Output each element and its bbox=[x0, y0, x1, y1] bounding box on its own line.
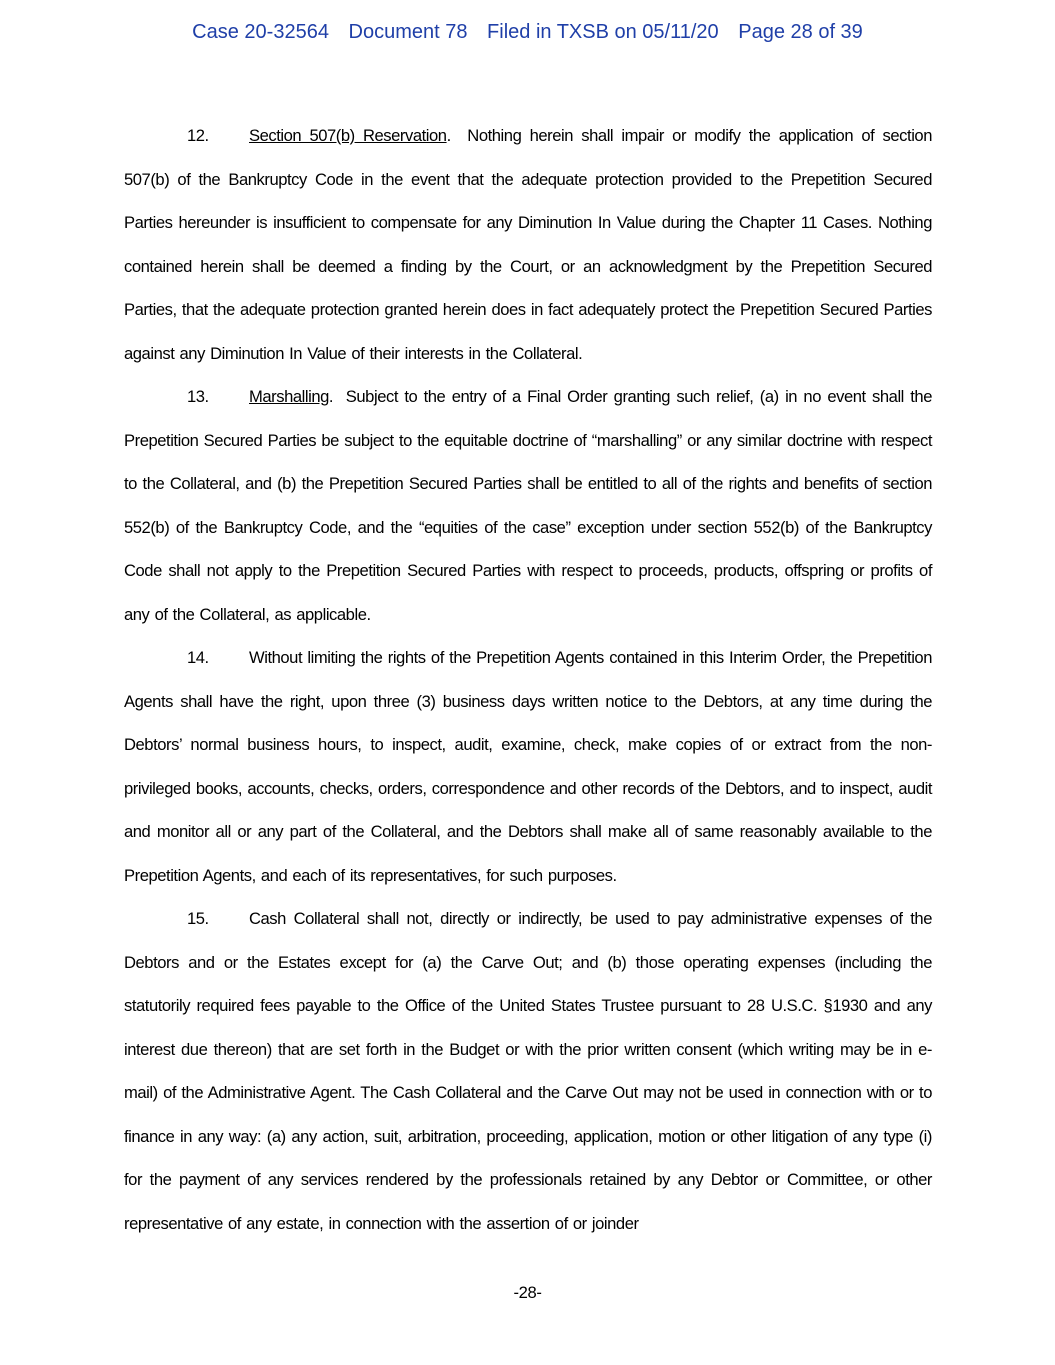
filing-info: Filed in TXSB on 05/11/20 bbox=[487, 21, 719, 43]
section-heading: Marshalling bbox=[249, 387, 329, 406]
paragraph-text: Nothing herein shall impair or modify the application of section 507(b) of the Bankruptcy Code in the event that the adequate protection provided to the Prepetition Secured Parties hereunder is insufficient to compensate for any Diminution In Value during the Chapter 11 Cases. Nothing contained herein shall be deemed a finding by the Court, or an acknowledgment by the Prepetition Secured Parties, that the adequate protection granted herein does in fact adequately protect the Prepetition Secured Parties against any Diminution In Value of their interests in the Collateral. bbox=[124, 126, 932, 363]
document-number: Document 78 bbox=[348, 21, 468, 43]
case-number: Case 20-32564 bbox=[192, 21, 329, 43]
paragraph-number: 15. bbox=[187, 909, 209, 928]
paragraph-text: Subject to the entry of a Final Order granting such relief, (a) in no event shall the Prepetition Secured Parties be subject to the equitable doctrine of “marshalling” or any similar doctrine with respect to the Collateral, and (b) the Prepetition Secured Parties shall be entitled to all of the rights and benefits of section 552(b) of the Bankruptcy Code, and the “equities of the case” exception under section 552(b) of the Bankruptcy Code shall not apply to the Prepetition Secured Parties with respect to proceeds, products, offspring or profits of any of the Collateral, as applicable. bbox=[124, 387, 932, 624]
document-body bbox=[124, 114, 932, 1245]
heading-period: . bbox=[446, 126, 451, 145]
paragraph-number: 12. bbox=[187, 126, 209, 145]
court-filing-header bbox=[0, 19, 1055, 45]
paragraph-text: Without limiting the rights of the Prepetition Agents contained in this Interim Order, the Prepetition Agents shall have the right, upon three (3) business days written notice to the Debtors, at any time during the Debtors’ normal business hours, to inspect, audit, examine, check, make copies of or extract from the non-privileged books, accounts, checks, orders, correspondence and other records of the Debtors, and to inspect, audit and monitor all or any part of the Collateral, and the Debtors shall make all of same reasonably available to the Prepetition Agents, and each of its representatives, for such purposes. bbox=[124, 648, 932, 885]
paragraph-number: 13. bbox=[187, 387, 209, 406]
heading-period: . bbox=[328, 387, 334, 406]
paragraph-13 bbox=[124, 375, 932, 636]
paragraph-12 bbox=[124, 114, 932, 375]
section-heading: Section 507(b) Reservation bbox=[249, 126, 447, 145]
page-number-footer: -28- bbox=[513, 1283, 542, 1302]
page-indicator: Page 28 of 39 bbox=[738, 21, 863, 43]
paragraph-text: Cash Collateral shall not, directly or indirectly, be used to pay administrative expenses of the Debtors and or the Estates except for (a) the Carve Out; and (b) those operating expenses (including the statutorily required fees payable to the Office of the United States Trustee pursuant to 28 U.S.C. §1930 and any interest due thereon) that are set forth in the Budget or with the prior written consent (which writing may be in e-mail) of the Administrative Agent. The Cash Collateral and the Carve Out may not be used in connection with or to finance in any way: (a) any action, suit, arbitration, proceeding, application, motion or other litigation of any type (i) for the payment of any services rendered by the professionals retained by any Debtor or Committee, or other representative of any estate, in connection with the assertion of or joinder bbox=[124, 909, 932, 1233]
paragraph-15 bbox=[124, 897, 932, 1245]
paragraph-14 bbox=[124, 636, 932, 897]
paragraph-number: 14. bbox=[187, 648, 209, 667]
